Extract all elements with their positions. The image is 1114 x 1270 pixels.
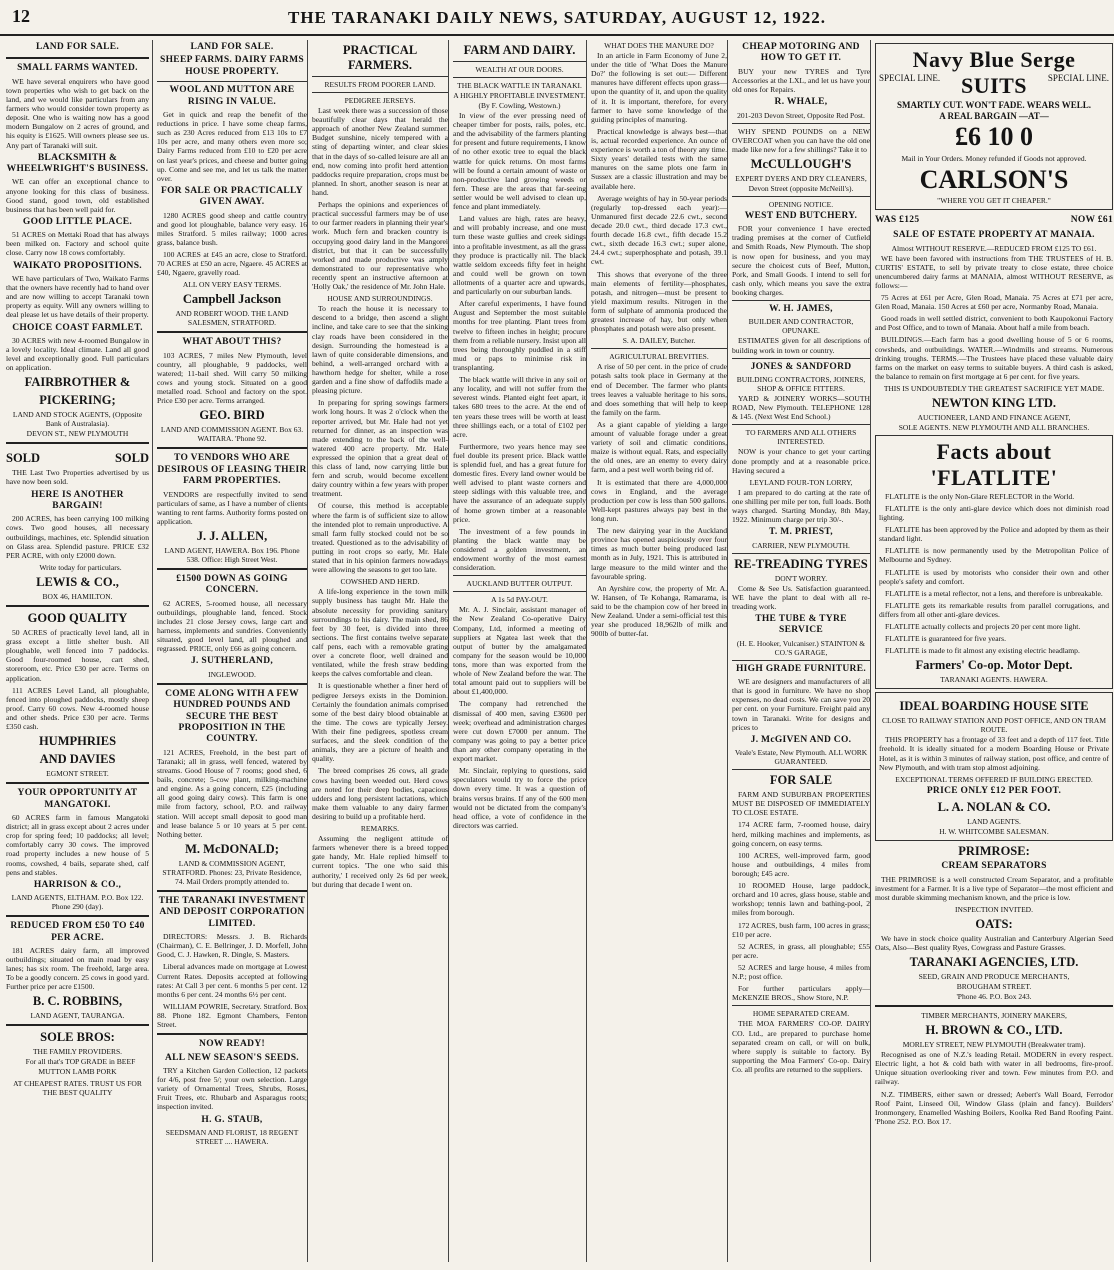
article-paragraph: A rise of 50 per cent. in the price of crude potash salts took place in Germany at the end of December. The farmer who plants trees leaves a valuable heritage to his sons, and does something that will help to keep the family on the farm. bbox=[591, 362, 727, 417]
ad-text: 103 ACRES, 7 miles New Plymouth, level country, all ploughable, 9 paddocks, well watered; 11-bail shed. Will carry 50 milking cows and young stock. Situated on a good metalled road. School and factory on the spot. Price £30 per acre. Terms arranged. bbox=[157, 350, 307, 406]
flatlite-line: FLATLITE gets its remarkable results from parallel corrugations, and differs from all other anti-glare devices. bbox=[879, 600, 1109, 619]
article-paragraph: The investment of a few pounds in planting the black wattle may be considered a golden investment, an endowment worthy of the most earnest consideration. bbox=[453, 526, 586, 573]
firm-address: Devon Street (opposite McNeill's). bbox=[748, 183, 854, 193]
ad-text: For further particulars apply— McKENZIE BROS., Show Store, N.P. bbox=[732, 984, 870, 1003]
flatlite-ad bbox=[875, 435, 1113, 689]
firm-tagline: THE FAMILY PROVIDERS. bbox=[32, 1047, 123, 1057]
ad-text: THE MOA FARMERS' CO-OP. DAIRY CO. Ltd., are prepared to purchase home separated cream on call, or will on bulk, where supply is suitable to factory. By supporting the Moa Farmers' Co-op. Dairy Co. all profits are returned to the suppliers. bbox=[732, 1019, 870, 1074]
ad-heading: TIMBER MERCHANTS, JOINERY MAKERS, bbox=[921, 1011, 1067, 1021]
article-paragraph: In preparing for spring sowings farmers work long hours. It was 2 o'clock when the reporter arrived, but Mr. Hale had not yet returned for dinner, as an inspection was made extending to the back of the well-watered 400 acre property. Mr. Hale expressed the opinion that a great deal of this class of land, now carrying little but fern and scrub, would become excellent dairy country within a few years with proper treatment. bbox=[312, 398, 448, 499]
ad-text: 52 ACRES and large house, 4 miles from N.P.; post office. bbox=[732, 962, 870, 982]
ad-text: Liberal advances made on mortgage at Lowest Current Rates. Deposits accepted at following rates: At Call 3 per cent. 6 months 5 per cent. 12 months 6 per cent. 24 months 6½ per cent. bbox=[157, 962, 307, 999]
ad-text: Recognised as one of N.Z.'s leading Retail. MODERN in every respect. Electric light, a hot & cold bath with water in all bedrooms, fire-proof. Unique situation overlooking river and town. Few minutes from P.O. and railway. bbox=[875, 1050, 1113, 1087]
firm-name: THE TUBE & TYRE SERVICE bbox=[755, 613, 847, 636]
ad-heading: WEST END BUTCHERY. bbox=[744, 210, 858, 221]
article-paragraph: In an article in Farm Economy of June 2, under the title of 'What Does the Manure Do?' the following is set out:— Different manures have different effects upon grass—upon the quantity of it, and upon the quality of it. It is important, therefore, for every farmer to have some knowledge of the guiding principles of manuring. bbox=[591, 51, 727, 124]
firm-name: AND DAVIES bbox=[39, 752, 116, 767]
firm-address: CARRIER, NEW PLYMOUTH. bbox=[752, 540, 850, 550]
ad-subheading: CREAM SEPARATORS bbox=[941, 861, 1047, 872]
article-paragraph: Mr. A. J. Sinclair, assistant manager of the New Zealand Co-operative Dairy Company, Ltd, informed a meeting of suppliers at Ngatea last week that the output of butter by the amalgamated company for the season would be 10,000 tons, more than was exported from the whole of New Zealand before the war. The total amount paid out to suppliers will be about £1,400,000. bbox=[453, 605, 586, 697]
section-heading: LAND FOR SALE. bbox=[190, 42, 274, 52]
ad-text: Come & See Us. Satisfaction guaranteed. WE have the plant to deal with all re-treading work. bbox=[732, 583, 870, 611]
firm-address: BOX 46, HAMILTON. bbox=[42, 592, 113, 602]
firm-name: J. McGIVEN AND CO. bbox=[750, 734, 852, 745]
firm-name: J. SUTHERLAND, bbox=[190, 656, 274, 667]
firm-name: H. G. STAUB, bbox=[201, 1114, 263, 1125]
ad-text: I am prepared to do carting at the rate of one shilling per mile per ton, full loads. Both ways charged. Starting Monday, 8th May, 1922. Minimum charge per trip 30/-. bbox=[732, 487, 870, 525]
ad-heading: NOW READY! bbox=[199, 1039, 265, 1050]
price-label: £6 10 0 bbox=[955, 122, 1033, 152]
flatlite-line: FLATLITE is guaranteed for five years. bbox=[885, 634, 1007, 644]
ad-heading: DON'T WORRY. bbox=[774, 573, 828, 583]
ad-text: WE can offer an exceptional chance to anyone looking for this class of business. Good stand, good town, old established business that has been well paid for. bbox=[6, 177, 149, 214]
firm-name: SOLE BROS: bbox=[40, 1030, 115, 1045]
ad-heading: CHEAP MOTORING AND HOW TO GET IT. bbox=[742, 42, 860, 64]
firm-name: J. J. ALLEN, bbox=[196, 529, 268, 544]
ad-text: 10 ROOMED House, large paddock, orchard and 10 acres, glass house, stable and workshop; tennis lawn and bathing-pool, 2 miles from borough. bbox=[732, 881, 870, 918]
ad-heading: YOUR OPPORTUNITY AT MANGATOKI. bbox=[17, 788, 138, 810]
firm-tagline: AUCTIONEER, LAND AND FINANCE AGENT, bbox=[917, 412, 1071, 422]
ad-text: THE PRIMROSE is a well constructed Cream Separator, and a profitable investment for a Farmer. It is a live type of Separator—the most efficient and most durable skimming mechanism known, and the price is low. bbox=[875, 874, 1113, 902]
divider bbox=[6, 915, 149, 917]
flatlite-line: FLATLITE has been approved by the Police and adopted by them as their standard light. bbox=[879, 525, 1109, 544]
divider bbox=[6, 605, 149, 607]
article-paragraph: Mr. Sinclair, replying to questions, said speculators would try to force the price down every time. It was a question of brains versus brains. If any of the 600 men would not be dictated from the company's head office, a vote of confidence in the directors was carried. bbox=[453, 766, 586, 830]
article-paragraph: Of course, this method is acceptable where the farm is of sufficient size to allow the intended plot to remain unproductive. A small farm fully stocked could not be so treated. Questioned as to the advisability of putting in root crops so early, Mr. Hale stated that in his opinion farmers nowadays were allowing the seasons to get too late. bbox=[312, 501, 448, 575]
divider bbox=[6, 782, 149, 784]
ad-heading: SHEEP FARMS. DAIRY FARMS HOUSE PROPERTY. bbox=[160, 55, 304, 77]
ad-heading: THE TARANAKI INVESTMENT AND DEPOSIT CORPORATION LIMITED. bbox=[158, 895, 306, 929]
article-paragraph: To reach the house it is necessary to descend to a bridge, then ascend a slight incline, and take care to see that the sinking clay roads have been considered in the design. Surrounding the homestead is a lawn of quite considerable dimensions, and behind, a well-arranged orchard with a hawthorn hedge for shelter, while a rose garden and a fine show of daffodils made a pleasing picture. bbox=[312, 304, 448, 396]
column-5 bbox=[586, 40, 727, 1262]
divider bbox=[453, 77, 586, 78]
divider bbox=[732, 660, 870, 661]
firm-address: (H. E. Hooker, Vulcaniser.) STAINTON & CO.'S GARAGE, bbox=[736, 638, 866, 657]
article-subtitle: WEALTH AT OUR DOORS. bbox=[475, 65, 564, 74]
ad-text: N.Z. TIMBERS, either sawn or dressed; Aebert's Wall Board, Ferrodor Roof Paint, Linseed Oil, Window Glass (plain and fancy). Builders' Ironmongery, Enamelled Washing Boilers, Koolka Red Band Roofing Paint. 'Phone 252. P.O. Box 17. bbox=[875, 1089, 1113, 1126]
flatlite-line: FLATLITE is the only anti-glare device which does not diminish road lighting. bbox=[879, 503, 1109, 522]
ad-label: SPECIAL LINE. bbox=[1047, 73, 1109, 84]
ad-heading: £1500 DOWN AS GOING CONCERN. bbox=[176, 574, 288, 596]
ad-text: 181 ACRES dairy farm, all improved outbuildings; situated on main road by easy lanes; has six room. The freehold, large area. To be a goodly concern. 25 cows in good yard. Further price per acre £1500. bbox=[6, 945, 149, 992]
ad-text: ESTIMATES given for all descriptions of building work in town or country. bbox=[732, 336, 870, 355]
firm-address: INGLEWOOD. bbox=[208, 669, 256, 679]
firm-address: LAND & COMMISSION AGENT, STRATFORD. Phones: 23, Private Residence, 74. Mail Orders promptly attended to. bbox=[162, 858, 302, 886]
firm-tagline: BUILDING CONTRACTORS, JOINERS, SHOP & OFFICE FITTERS. bbox=[736, 375, 866, 394]
ad-heading: IDEAL BOARDING HOUSE SITE bbox=[899, 699, 1089, 714]
boarding-house-ad bbox=[875, 692, 1113, 841]
ad-text: WE have been favored with instructions from THE TRUSTEES of H. B. CURTIS' ESTATE, to sell by private treaty to close estate, three choice unencumbered dairy farms at MANAIA, almost WITHOUT RESERVE, as follows:— bbox=[875, 253, 1113, 290]
ad-label: SPECIAL LINE. bbox=[879, 73, 941, 84]
article-paragraph: The breed comprises 26 cows, all grade cows having been weeded out. Herd cows are noted for their deep bodies, capacious udders and long persistent lactations, which make them valuable to any dairy farmer desiring to build up a profitable herd. bbox=[312, 766, 448, 821]
firm-address: LAND AGENT, TAURANGA. bbox=[30, 1011, 125, 1021]
signature: S. A. DAILEY, Butcher. bbox=[622, 336, 696, 346]
article-paragraph: Perhaps the opinions and experiences of practical successful farmers may be of use to our farmer readers in planning their year's work. Much fern and bracken country is occupying good dairy land in the Mangorei district, but that it can be successfully worked and made productive was amply demonstrated to our representative who recently spent an instructive afternoon at 'Holly Oak,' the residence of Mr. John Hale. bbox=[312, 200, 448, 292]
article-paragraph: A life-long experience in the town milk supply business has taught Mr. Hale the absolute necessity for providing sanitary surroundings to his dairy. The main shed, 86 feet by 30 feet, is divided into three sections. The first contains twelve separate calf pens, each with a removable grating over a concrete floor, well drained and ventilated, while the fresh straw bedding keeps the calves comfortable and clean. bbox=[312, 587, 448, 679]
firm-name: H. BROWN & CO., LTD. bbox=[925, 1023, 1063, 1038]
ad-text: We have in stock choice quality Australian and Canterbury Algerian Seed Oats, Also—Best quality Ryes, Cowgrass and Pasture Grasses. bbox=[875, 933, 1113, 953]
divider bbox=[157, 81, 307, 82]
firm-address: H. W. WHITCOMBE SALESMAN. bbox=[939, 827, 1049, 837]
divider bbox=[157, 890, 307, 892]
ad-text: 62 ACRES, 5-roomed house, all necessary outbuildings, ploughable land, fenced. Stock includes 21 close Jersey cows, large cart and harness, implements and sundries. Conveniently situated, good level land, all ploughed and regrassed. PRICE, only £66 as going concern. bbox=[157, 598, 307, 654]
divider bbox=[6, 442, 149, 444]
firm-name: M. McDONALD; bbox=[185, 841, 279, 856]
ad-text: 52 ACRES, in grass, all ploughable; £55 per acre. bbox=[732, 941, 870, 960]
ad-text: EXCEPTIONAL TERMS OFFERED IF BUILDING ERECTED. bbox=[895, 774, 1093, 784]
article-paragraph: After careful experiments, I have found August and September the most suitable months for tree planting. Plant trees from twelve to fifteen inches in height; procure them from a reliable nursery. Insist upon all trees being thoroughly puddled in a stiff mud or paps to minimise risk in transplanting. bbox=[453, 299, 586, 372]
ad-text: Get in quick and reap the benefit of the reductions in price. I have some cheap farms, such as 230 Acres reduced from £13 10s to £7 10s per acre, and many others even more so; Dairy Farms reduced from £10 to £20 per acre on last year's prices, and cheese and butter going up. Come and see me, and let us talk the matter over. bbox=[157, 109, 307, 183]
article-paragraph: Average weights of hay in 50-year periods (regularly top-dressed each year):—Unmanured first decade 22.6 cwt., second decade 20.0 cwt., third decade 17.3 cwt., fourth decade 16.8 cwt., fifth decade 15.2 cwt., sixth decade 16.3 cwt.; super alone, 24.4 cwt.; superphosphate and potash, 39.1 cwt. bbox=[591, 193, 727, 267]
ad-text: 51 ACRES on Mettaki Road that has always been milked on. Factory and school quite close. Carry now 18 cows comfortably. bbox=[6, 230, 149, 258]
divider bbox=[6, 57, 149, 59]
firm-tagline: SEED, GRAIN AND PRODUCE MERCHANTS, bbox=[918, 972, 1070, 982]
ad-heading: FOR SALE bbox=[769, 773, 833, 788]
ad-text: ALL ON VERY EASY TERMS. bbox=[182, 280, 282, 290]
article-paragraph: In view of the ever pressing need of cheaper timber for posts, rails, poles, etc. and the advisability of the farmers planting for present and future requirements, I know of no other exotic tree to equal the black wattle for quick returns. On most farms will be found a certain amount of waste or non-productive land growing weeds or fern. These are the areas that far-seeing settler would be well advised to clean up, fence and plant immediately. bbox=[453, 111, 586, 212]
ad-heading: SMALL FARMS WANTED. bbox=[17, 63, 138, 74]
price-label: PRICE ONLY £12 PER FOOT. bbox=[926, 785, 1062, 796]
ad-subheading: CLOSE TO RAILWAY STATION AND POST OFFICE, AND ON TRAM ROUTE. bbox=[881, 716, 1106, 735]
article-subhead: A 1s 5d PAY-OUT. bbox=[491, 595, 548, 605]
article-paragraph: The new dairying year in the Auckland province has opened auspiciously over four times as much butter being produced last month as in July, 1921. This is attributed in large measure to the mild winter and the favourable spring. bbox=[591, 526, 727, 581]
ad-heading: BLACKSMITH & WHEELWRIGHT'S BUSINESS. bbox=[6, 152, 149, 175]
ad-text: VENDORS are respectfully invited to send particulars of same, as I have a number of clients wanting to rent farms. Authority forms posted on application. bbox=[157, 489, 307, 526]
ad-text: 75 Acres at £61 per Acre, Glen Road, Manaia. 75 Acres at £71 per acre, Glen Road, Manaia. 150 Acres at £60 per acre, Normanby Road, Manaia. bbox=[875, 292, 1113, 312]
ad-text: BUILDINGS.—Each farm has a good dwelling house of 5 or 6 rooms, cowsheds, and outbuildings. WATER.—Windmills and streams. Numerous drinking troughs. TERMS.—The Trustees have placed these valuable dairy farms on the market on easy terms to suitable buyers. A third cash is asked, the balance to remain on first mortgage at 6 per cent. for five years. bbox=[875, 335, 1113, 381]
ad-text: WE are designers and manufacturers of all that is good in furniture. We have no shop expenses, no dead costs. We can save you 20 per cent. on your Furniture. Freight paid any town in Taranaki. Write for designs and prices to bbox=[732, 677, 870, 732]
ad-text: FARM AND SUBURBAN PROPERTIES MUST BE DISPOSED OF IMMEDIATELY TO CLOSE ESTATE. bbox=[732, 790, 870, 818]
firm-name: HARRISON & CO., bbox=[33, 879, 122, 890]
firm-address: LAND AND STOCK AGENTS, (Opposite Bank of Australasia). bbox=[12, 410, 143, 429]
ad-heading: SUITS bbox=[960, 73, 1028, 99]
ad-text: NOW is your chance to get your carting done promptly and at a reasonable price. Having secured a bbox=[732, 447, 870, 475]
divider bbox=[732, 553, 870, 554]
price-row bbox=[875, 213, 1113, 228]
firm-address: SEEDSMAN AND FLORIST, 18 REGENT STREET .... HAWERA. bbox=[165, 1127, 299, 1146]
article-subhead: COWSHED AND HERD. bbox=[340, 577, 420, 587]
divider bbox=[732, 1005, 870, 1006]
flatlite-line: FLATLITE is now permanently used by the Metropolitan Police of Melbourne and Sydney. bbox=[879, 546, 1109, 565]
ad-heading: OATS: bbox=[975, 916, 1013, 931]
ad-text: WE have particulars of Two, Waikato Farms that the owners have recently had to hand over and are now willing to accept Taranaki town property as equity. Will any owners willing to deal please let us have details of their property. bbox=[6, 273, 149, 320]
firm-name: JONES & SANDFORD bbox=[750, 361, 852, 372]
ad-text: Mail in Your Orders. Money refunded if Goods not approved. bbox=[901, 153, 1087, 163]
firm-name: McCULLOUGH'S bbox=[750, 156, 852, 171]
divider bbox=[875, 1005, 1113, 1007]
ad-text: WILLIAM POWRIE, Secretary. Stratford. Box 88. Phone 182. Egmont Chambers, Fenton Street. bbox=[157, 1001, 307, 1030]
firm-address: LAND AGENT, HAWERA. Box 196. Phone 538. Office: High Street West. bbox=[164, 546, 300, 565]
firm-tagline: LAND AGENTS. bbox=[967, 817, 1021, 827]
column-7 bbox=[870, 40, 1113, 1262]
firm-name: W. H. JAMES, bbox=[769, 304, 833, 315]
article-paragraph: Assuming the negligent attitude of farmers whenever there is a breed topped gate handy, Mr. Hale replied himself to current topics. 'The one who said this authority,' I received only 2s 6d per week, but during that decade I went on. bbox=[312, 834, 448, 889]
ad-heading: GOOD QUALITY bbox=[27, 611, 128, 626]
firm-name: L. A. NOLAN & CO. bbox=[937, 800, 1051, 815]
sold-banner bbox=[6, 448, 149, 468]
ad-heading: HIGH GRADE FURNITURE. bbox=[735, 663, 867, 674]
firm-name: B. C. ROBBINS, bbox=[32, 994, 123, 1009]
ad-text: Good roads in well settled district, convenient to both Kaupokonui Factory and Post Office, and to town of Manaia. About half a mile from beach. bbox=[875, 314, 1113, 333]
firm-address: TARANAKI AGENTS. HAWERA. bbox=[940, 675, 1048, 685]
ad-heading: CHOICE COAST FARMLET. bbox=[12, 322, 143, 333]
ad-heading: COME ALONG WITH A FEW HUNDRED POUNDS AND SECURE THE BEST PROPOSITION IN THE COUNTRY. bbox=[165, 688, 299, 745]
article-subtitle: AUCKLAND BUTTER OUTPUT. bbox=[466, 579, 573, 589]
article-subhead: AGRICULTURAL BREVITIES. bbox=[609, 352, 709, 362]
ad-heading: TO FARMERS AND ALL OTHERS INTERESTED. bbox=[745, 428, 857, 447]
divider bbox=[157, 568, 307, 570]
ad-heading: REDUCED FROM £50 TO £40 PER ACRE. bbox=[10, 921, 145, 943]
ad-text: 111 ACRES Level Land, all ploughable, fenced into ploughed paddocks, mostly sheep proof. Carry 60 cows. New 4-roomed house and other sheds. Price £30 per acre. Terms £350 cash. bbox=[6, 685, 149, 732]
ad-text: WHY SPEND POUNDS on a NEW OVERCOAT when you can have the old one made like new for a few shillings? Take it to bbox=[732, 126, 870, 154]
ad-text: THE Last Two Properties advertised by us have now been sold. bbox=[6, 468, 149, 487]
article-paragraph: It is estimated that there are 4,000,000 cows in England, and the average production per cow is less than 500 gallons. Well-kept pastures always pay best in the long run. bbox=[591, 477, 727, 524]
article-paragraph: As a giant capable of yielding a large amount of valuable forage under a great variety of soil and climatic conditions, maize is without equal. Rats, and especially the old ones, are an enemy to every dairy farm, and a pest well worth being rid of. bbox=[591, 419, 727, 475]
ad-heading: Navy Blue Serge bbox=[912, 47, 1076, 72]
sold-label: SOLD bbox=[114, 451, 149, 466]
section-heading: LAND FOR SALE. bbox=[35, 42, 120, 52]
article-subtitle: WHAT DOES THE MANURE DO? bbox=[604, 41, 714, 50]
divider bbox=[157, 683, 307, 685]
firm-name: TARANAKI AGENCIES, LTD. bbox=[909, 955, 1079, 970]
firm-name: HUMPHRIES bbox=[38, 734, 117, 749]
article-paragraph: It is questionable whether a finer herd of pedigree Jerseys exists in the Dominion. Certainly the foundation animals comprised some of the best dairy blood obtainable at the time. The cows are typically Jersey. With their fine pedigrees, spotless cream surfaces, and the sleek condition of the animals, they are a picture of health and quality. bbox=[312, 681, 448, 764]
firm-address: 201-203 Devon Street, Opposite Red Post. bbox=[737, 110, 865, 120]
firm-name: GEO. BIRD bbox=[199, 408, 265, 423]
column-4 bbox=[448, 40, 586, 1262]
article-paragraph: An Ayrshire cow, the property of Mr. A. W. Hansen, of Te Kohanga, Ramarama, is said to be the champion cow of her breed in New Zealand. Under a semi-official test this year she produced 18,962lb of milk and 900lb of butter-fat. bbox=[591, 583, 727, 639]
ad-heading: ALL NEW SEASON'S SEEDS. bbox=[165, 1052, 299, 1063]
ad-heading: LEYLAND FOUR-TON LORRY, bbox=[749, 477, 853, 487]
divider bbox=[157, 1033, 307, 1035]
ad-text: 100 ACRES, well-improved farm, good house and outbuildings, 4 miles from borough; £45 acre. bbox=[732, 850, 870, 878]
ad-heading: FOR SALE OR PRACTICALLY GIVEN AWAY. bbox=[161, 185, 303, 208]
divider bbox=[732, 769, 870, 770]
ad-heading: WAIKATO PROPOSITIONS. bbox=[13, 260, 142, 271]
article-paragraph: Practical knowledge is always best—that is, actual recorded experience. An ounce of experience is worth a ton of theory any time. Sixty years' detailed tests with the same manures on the same plots one farm in Sussex are a classic illustration and may be available here. bbox=[591, 126, 727, 191]
ad-text: THIS PROPERTY has a frontage of 33 feet and a depth of 117 feet. Title freehold. It is ideally situated for a modern Boarding House or Private Hotel, as it is within 3 minutes of railway station, post office, and centre of New Plymouth, and with tram stop almost adjoining. bbox=[879, 735, 1109, 772]
article-title: FARM AND DAIRY. bbox=[463, 43, 576, 57]
divider bbox=[312, 92, 448, 93]
article-paragraph: The black wattle will thrive in any soil or any locality, and will not suffer from the severest winds. Planted eight feet apart, it takes 680 trees to the acre. At the end of ten years these trees will be worth at least three shillings each, or a total of £102 per acre. bbox=[453, 375, 586, 439]
column-2 bbox=[152, 40, 307, 1262]
column-3 bbox=[307, 40, 448, 1262]
firm-name: Campbell Jackson bbox=[182, 292, 282, 307]
byline: (By F. Cowling, Westown.) bbox=[478, 101, 561, 110]
firm-name: FAIRBROTHER & bbox=[24, 375, 131, 390]
divider bbox=[591, 348, 727, 349]
firm-address: Veale's Estate, New Plymouth. ALL WORK GUARANTEED. bbox=[734, 748, 868, 767]
ad-text: 100 ACRES at £45 an acre, close to Stratford. 70 ACRES at £50 an acre, Ngaere. 45 ACRES at £40, Ngaere, gravelly road. bbox=[157, 250, 307, 278]
ad-heading: WHAT ABOUT THIS? bbox=[182, 337, 282, 348]
ad-text: 172 ACRES, bush farm, 100 acres in grass; £10 per acre. bbox=[732, 920, 870, 939]
article-paragraph: Furthermore, two years hence may see fuel double its present price. Black wattle is splendid fuel, and has a great future for domestic fires. Every land owner would be well advised to plant waste corners and steep sidlings with this valuable tree, and have the assurance of an adequate supply of home grown timber at a reasonable price. bbox=[453, 441, 586, 524]
ad-heading: SALE OF ESTATE PROPERTY AT MANAIA. bbox=[893, 230, 1095, 241]
firm-name: T. M. PRIEST, bbox=[769, 527, 833, 538]
ad-heading: OPENING NOTICE. bbox=[768, 199, 834, 209]
ad-text: THIS IS UNDOUBTEDLY THE GREATEST SACRIFICE YET MADE. bbox=[883, 383, 1105, 393]
ad-text: 1280 ACRES good sheep and cattle country and good lot ploughable, balance very easy. 16 miles Stratford. 5 miles railway; 1000 acres grass, balance bush. bbox=[157, 210, 307, 247]
divider bbox=[732, 424, 870, 425]
ad-heading: Facts about 'FLATLITE' bbox=[930, 438, 1058, 491]
divider bbox=[157, 447, 307, 449]
divider bbox=[453, 575, 586, 576]
flatlite-line: FLATLITE is a metal reflector, not a lens, and therefore is unbreakable. bbox=[885, 588, 1103, 598]
firm-address: BROUGHAM STREET. bbox=[956, 982, 1032, 992]
article-subtitle: RESULTS FROM POORER LAND. bbox=[324, 80, 436, 89]
ad-text: WE have several enquirers who have good town properties who wish to get back on the land, and we would like particulars from any farmers who would consider town property as deposit. One who is waiting now has a good modern Bungalow on 2 acres of ground, and his equity is £1625. Will owners please see us. Any part of Taranaki will suit. bbox=[6, 76, 149, 150]
article-subhead: THE BLACK WATTLE IN TARANAKI. bbox=[457, 81, 582, 90]
divider bbox=[453, 61, 586, 62]
article-paragraph: Last week there was a succession of those beautifully clear days that herald the approach of another New Zealand summer. Budget sunshine, nicely tempered with a sting of departing winter, and clear skies that in the days of so-called leisure are all an end, now coming into profit herd attention paddocks require preparation, crops must be planned. In short, another season is near at hand. bbox=[312, 106, 448, 197]
flatlite-line: FLATLITE actually collects and projects 20 per cent more light. bbox=[885, 622, 1081, 632]
ad-text: FOR your convenience I have erected trading premises at the corner of Cutfield and Smith Roads, New Plymouth. The shop is now open for business, and you may secure the choicest cuts of Beef, Mutton, Pork, and Small Goods. I intend to sell for cash only, which means you save the extra booking charges. bbox=[732, 224, 870, 297]
ad-text: 200 ACRES, has been carrying 100 milking cows. Two good houses, all necessary outbuildings, machines, etc. Splendid situation on Glass area. Splendid pasture. PRICE £32 PER ACRE, with only £2000 down. bbox=[6, 514, 149, 560]
divider bbox=[157, 331, 307, 333]
article-subhead: PEDIGREE JERSEYS. bbox=[344, 96, 416, 105]
divider bbox=[453, 591, 586, 592]
page-number: 12 bbox=[12, 6, 30, 26]
article-title: PRACTICAL FARMERS. bbox=[342, 43, 418, 72]
ad-text: 50 ACRES of practically level land, all in grass except a little shelter bush. All ploughable, well fenced into 7 paddocks. Good four-roomed house, cart shed, storeroom, etc. Price £30 per acre. Terms on application. bbox=[6, 628, 149, 683]
ad-heading: RE-TREADING TYRES bbox=[734, 556, 868, 571]
firm-tagline: BUILDER AND CONTRACTOR, OPUNAKE. bbox=[748, 317, 854, 336]
divider bbox=[6, 1024, 149, 1026]
flatlite-line: FLATLITE is the only Non-Glare REFLECTOR in the World. bbox=[885, 491, 1075, 501]
ad-text: For all that's TOP GRADE in BEEF MUTTON LAMB PORK bbox=[25, 1057, 136, 1076]
firm-name: NEWTON KING LTD. bbox=[932, 395, 1056, 410]
article-paragraph: Land values are high, rates are heavy, and will probably increase, and one must turn these waste gullies and creek sidings into a profitable investment, as all the grass they produce is practically nil. The black wattle seldom exceeds fifty feet in height and could well be grown on town allotments of a quarter acre and upwards, and particularly on our suburban lands. bbox=[453, 214, 586, 297]
firm-name: PICKERING; bbox=[39, 393, 116, 408]
divider bbox=[732, 358, 870, 359]
firm-name: Farmers' Co-op. Motor Dept. bbox=[915, 658, 1073, 673]
ad-heading: WOOL AND MUTTON ARE RISING IN VALUE. bbox=[169, 85, 295, 107]
ad-heading: HERE IS ANOTHER BARGAIN! bbox=[31, 489, 124, 511]
firm-tagline: EXPERT DYERS AND DRY CLEANERS, bbox=[735, 173, 867, 183]
ad-text: INSPECTION INVITED. bbox=[955, 904, 1033, 914]
column-6 bbox=[727, 40, 870, 1262]
ad-heading: TO VENDORS WHO ARE DESIROUS OF LEASING THEIR FARM PROPERTIES. bbox=[157, 453, 307, 487]
firm-address: DEVON ST., NEW PLYMOUTH bbox=[26, 429, 129, 439]
firm-address: MORLEY STREET, NEW PLYMOUTH (Breakwater tram). bbox=[902, 1040, 1086, 1050]
divider bbox=[732, 196, 870, 197]
firm-address: LAND AGENTS, ELTHAM. P.O. Box 122. Phone 290 (day). bbox=[11, 893, 144, 912]
ad-text: DIRECTORS: Messrs. J. B. Richards (Chairman), C. E. Bellringer, J. D. Morfell, John Good, C. J. Hawken, R. Dingle, S. Masters. bbox=[157, 932, 307, 960]
price-was: WAS £125 bbox=[875, 214, 920, 225]
ad-text: 121 ACRES, Freehold, in the best part of Taranaki; all in grass, well fenced, watered by streams. Good House of 7 rooms; good shed, 6 bails, concrete; 5-cow plant, milking-machine and engine. As a going concern, £25 (including all good going dairy cows). This farm is one mile from factory, school, P.O. and railway station. Will accept small deposit to good man and lease balance 5 or 10 years at 5 per cent. Nothing better. bbox=[157, 747, 307, 839]
firm-name: R. WHALE, bbox=[774, 97, 828, 108]
ad-tagline: A REAL BARGAIN —AT— bbox=[939, 110, 1049, 121]
ad-text: 60 ACRES farm in famous Mangatoki district; all in grass except about 2 acres under crop for spring feed; 10 paddocks; all level; comfortably carry 30 cows. The improved road property includes a new house of 5 rooms, cowshed, 4 bails, separate shed, calf pens and stables. bbox=[6, 813, 149, 877]
flatlite-line: FLATLITE is made to fit almost any existing electric headlamp. bbox=[885, 646, 1080, 656]
firm-address: 'Phone 46. P.O. Box 243. bbox=[956, 992, 1032, 1002]
ad-text: 30 ACRES with new 4-roomed Bungalow in a lovely locality. Ideal climate. Land all good level and exceptionally good. Full particulars on application. bbox=[6, 335, 149, 373]
ad-row bbox=[879, 73, 1109, 99]
firm-tagline: "WHERE YOU GET IT CHEAPER." bbox=[937, 195, 1051, 205]
carlsons-ad bbox=[875, 43, 1113, 210]
ad-heading: PRIMROSE: bbox=[958, 844, 1030, 859]
firm-address: SOLE AGENTS. NEW PLYMOUTH AND ALL BRANCHES. bbox=[898, 422, 1090, 432]
ad-text: BUY your new TYRES and Tyre Accessories at the LXL, and let us have your old ones for Repairs. bbox=[732, 66, 870, 94]
divider bbox=[732, 123, 870, 124]
article-paragraph: This shows that everyone of the three main elements of fertility—phosphates, potash, and nitrogen—must be present to yield maximum results. Nitrogen in the form of sulphate of ammonia produced the greatest increase of hay, but only when phosphates and potash were also present. bbox=[591, 269, 727, 334]
firm-name: LEWIS & CO., bbox=[36, 575, 119, 590]
flatlite-line: FLATLITE is used by motorists who consider their own and other people's safety and comfort. bbox=[879, 567, 1109, 586]
ad-heading: GOOD LITTLE PLACE. bbox=[22, 216, 133, 227]
column-1 bbox=[6, 40, 149, 1262]
article-paragraph: The company had retrenched the dismissal of 400 men, saving £3600 per week; overhead and administration charges were cut down £7000 per annum. The company was going to pay a better price than any other company operating in the export market. bbox=[453, 699, 586, 764]
ad-text: 174 ACRE farm, 7-roomed house, dairy herd, milking machines and implements, as going concern, on easy terms. bbox=[732, 820, 870, 848]
sold-label: SOLD bbox=[6, 451, 41, 466]
divider bbox=[732, 300, 870, 301]
ad-text: Write today for particulars. bbox=[39, 562, 122, 572]
firm-address: AND ROBERT WOOD. THE LAND SALESMEN, STRATFORD. bbox=[175, 309, 289, 328]
ad-text: TRY a Kitchen Garden Collection, 12 packets for 4/6, post free 5/; your own selection. Large variety of Ornamental Trees, Shrubs, Roses, Fruit Trees, etc. Rhubarb and Asparagus roots; inspection invited. bbox=[157, 1065, 307, 1112]
article-subhead: HOUSE AND SURROUNDINGS. bbox=[327, 294, 433, 304]
firm-address: LAND AND COMMISSION AGENT. Box 63. WAITARA. 'Phone 92. bbox=[160, 425, 304, 444]
ad-heading: HOME SEPARATED CREAM. bbox=[752, 1009, 850, 1019]
ad-text: YARD & JOINERY WORKS—SOUTH ROAD, New Plymouth. TELEPHONE 128 & 145. (Next West End School.) bbox=[732, 394, 870, 422]
ad-subheading: Almost WITHOUT RESERVE.—REDUCED FROM £125 TO £61. bbox=[891, 243, 1097, 253]
masthead-title: THE TARANAKI DAILY NEWS, SATURDAY, AUGUST 12, 1922. bbox=[288, 8, 826, 27]
article-subhead: REMARKS. bbox=[360, 824, 400, 834]
firm-tagline: AT CHEAPEST RATES. TRUST US FOR THE BEST QUALITY bbox=[13, 1078, 142, 1097]
divider bbox=[312, 76, 448, 77]
firm-address: EGMONT STREET. bbox=[46, 769, 109, 779]
firm-name: CARLSON'S bbox=[919, 164, 1069, 194]
price-now: NOW £61 bbox=[1070, 214, 1113, 225]
masthead bbox=[0, 0, 1114, 36]
article-subhead: A HIGHLY PROFITABLE INVESTMENT. bbox=[453, 91, 586, 100]
ad-tagline: SMARTLY CUT. WON'T FADE. WEARS WELL. bbox=[896, 99, 1092, 110]
